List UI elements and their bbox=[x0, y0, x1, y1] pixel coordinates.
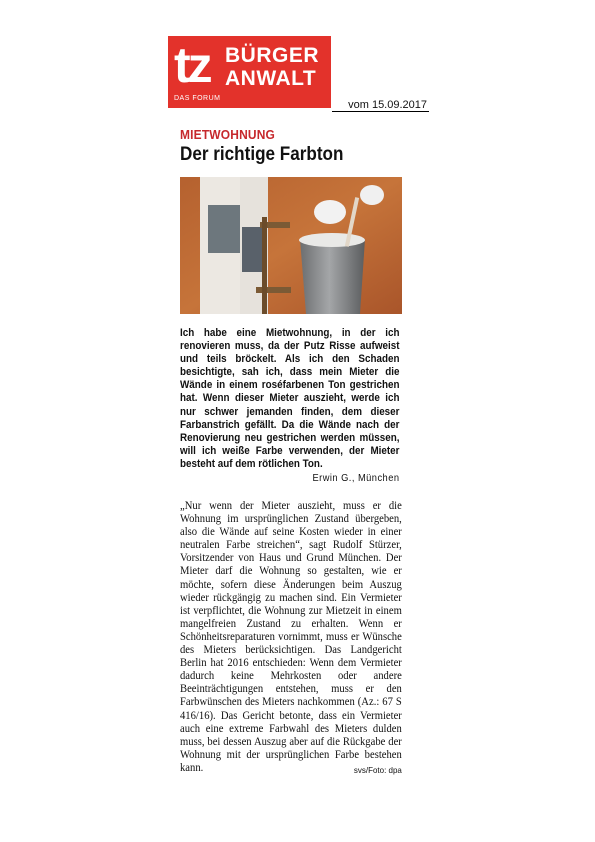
article-photo bbox=[180, 177, 402, 314]
article-kicker: MIETWOHNUNG bbox=[180, 127, 276, 142]
photo-credit: svs/Foto: dpa bbox=[353, 764, 402, 775]
logo-line-1: BÜRGER bbox=[225, 44, 320, 67]
question-text: Ich habe eine Mietwohnung, in der ich renovieren muss, da der Putz Risse aufweist und teils bröckelt. Als ich den Schaden besichtigte, sah ich, dass mein Mieter die Wände in einem roséfarbenen Ton gestrichen hat. Wenn dieser Mieter auszieht, werde ich nur schwer jemanden finden, dem dieser Farbanstrich gefällt. Da die Wände nach der Renovierung neu gestrichen werden müssen, will ich weiße Farbe verwenden, der Mieter besteht auf dem rötlichen Ton. bbox=[180, 327, 400, 470]
painter-photo-illustration bbox=[180, 177, 402, 314]
article-headline: Der richtige Farbton bbox=[180, 144, 344, 165]
expert-answer bbox=[180, 500, 402, 777]
logo-line-2: ANWALT bbox=[225, 67, 317, 90]
logo-subtitle: DAS FORUM bbox=[174, 95, 221, 102]
publication-date: vom 15.09.2017 bbox=[332, 99, 429, 112]
reader-question bbox=[180, 327, 399, 485]
question-signature: Erwin G., München bbox=[312, 473, 400, 485]
logo-mark: tz bbox=[174, 37, 210, 93]
tz-buerger-anwalt-logo bbox=[168, 36, 331, 108]
answer-text: „Nur wenn der Mieter auszieht, muss er die Wohnung im ursprünglichen Zustand übergeben, also die Wände auf seine Kosten wieder in einer neutralen Farbe streichen“, sagt Rudolf Stürzer, Vorsitzender von Haus und Grund München. Der Mieter darf die Wohnung so gestalten, wie er möchte, sofern diese Änderungen beim Auszug wieder rückgängig zu machen sind. Ein Vermieter ist verpflichtet, die Wohnung zur Mietzeit in einem mangelfreien Zustand zu erhalten. Wenn er Schönheitsreparaturen vornimmt, muss er Wünsche des Mieters berücksichtigen. Das Landgericht Berlin hat 2016 entschieden: Wenn dem Vermieter dadurch keine Mehrkosten oder andere Beeinträchtigungen entstehen, muss er den Farbwünschen des Mieters nachkommen (Az.: 67 S 416/16). Das Gericht betonte, dass ein Vermieter auch eine extreme Farbwahl des Mieters dulden muss, bei dessen Auszug aber auf die Rückgabe der Wohnung mit der ursprünglichen Farbe bestehen kann. bbox=[180, 500, 402, 774]
